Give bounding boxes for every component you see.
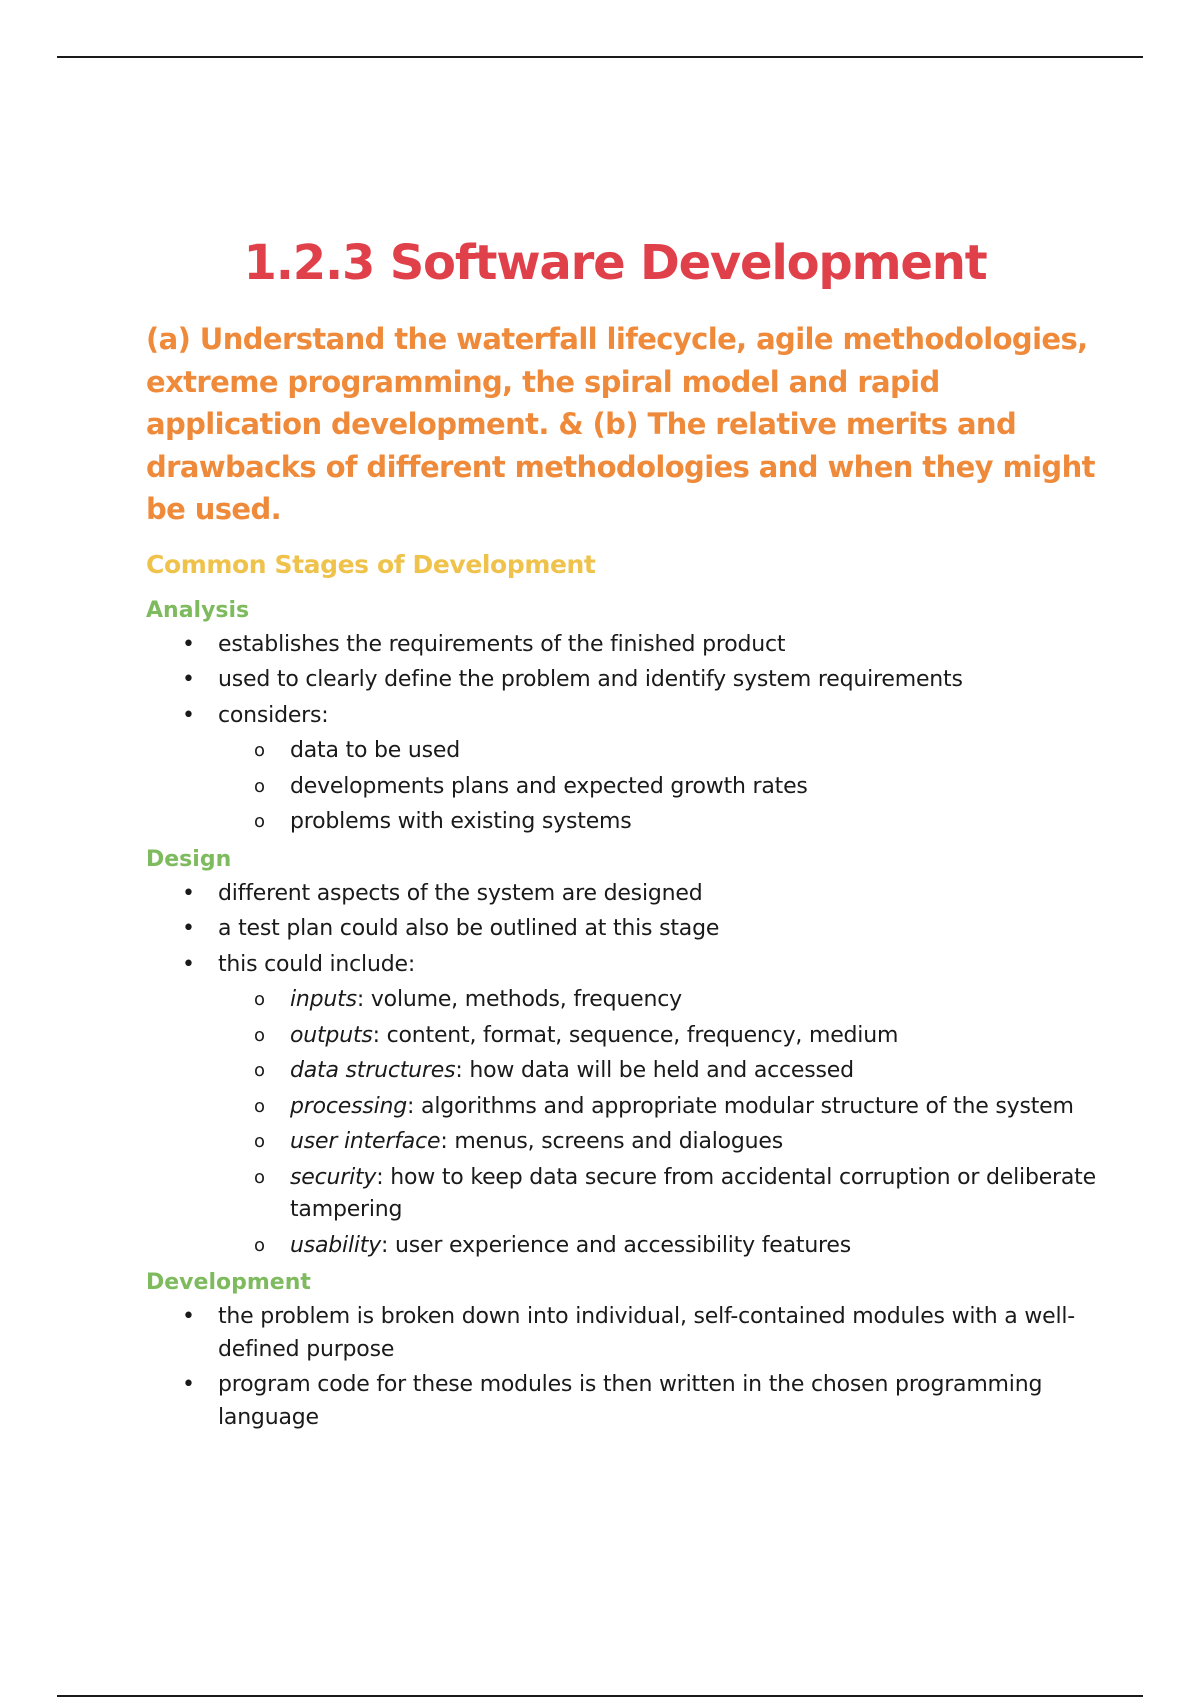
list-item: • program code for these modules is then written in the chosen programming language: [146, 1369, 1096, 1434]
design-list: [146, 878, 1096, 1263]
list-item: • used to clearly define the problem and identify system requirements: [146, 664, 1096, 697]
list-item: • establishes the requirements of the finished product: [146, 629, 1096, 662]
sublist-item: o processing: algorithms and appropriate modular structure of the system: [218, 1091, 1096, 1124]
sublist-item: o developments plans and expected growth rates: [218, 771, 1096, 804]
bullet-icon: •: [182, 880, 195, 906]
design-heading: Design: [146, 846, 232, 872]
circle-bullet-icon: o: [254, 1024, 265, 1046]
learning-objective: (a) Understand the waterfall lifecycle, agile methodologies, extreme programming, the spiral model and rapid application development. & (b) The relative merits and drawbacks of different methodologies and when they might be used.: [146, 322, 1095, 526]
design-sublist: [218, 984, 1096, 1262]
analysis-heading: Analysis: [146, 597, 250, 623]
list-item: • the problem is broken down into individual, self-contained modules with a well-defined purpose: [146, 1301, 1096, 1366]
section-heading: Common Stages of Development: [146, 549, 596, 579]
bullet-icon: •: [182, 951, 195, 977]
document-body: [146, 228, 1096, 1437]
circle-bullet-icon: o: [254, 1166, 265, 1188]
circle-bullet-icon: o: [254, 989, 265, 1010]
bullet-icon: •: [182, 702, 195, 728]
circle-bullet-icon: o: [254, 775, 265, 797]
circle-bullet-icon: o: [254, 1095, 265, 1117]
development-heading: Development: [146, 1270, 311, 1295]
sublist-item: o security: how to keep data secure from accidental corruption or deliberate tampering: [218, 1162, 1096, 1227]
sublist-item: o data structures: how data will be held and accessed: [218, 1055, 1096, 1088]
bullet-icon: •: [182, 916, 195, 941]
list-item: • this could include: o inputs: volume, methods, frequency o outputs: content, format, sequence, frequency, medium o data structures: how data will be held and accessed o processing: algorithms and appropriate modular structure of the system o user interface: menus, screens and dialogues o security: how to keep data secure from accidental corruption or deliberate tampering o usability: user experience and accessibility features: [146, 949, 1096, 1263]
sublist-item: o inputs: volume, methods, frequency: [218, 984, 1096, 1017]
page-bottom-rule: [57, 1695, 1143, 1697]
list-item: • considers: o data to be used o developments plans and expected growth rates o problems with existing systems: [146, 700, 1096, 839]
circle-bullet-icon: o: [254, 740, 265, 761]
sublist-item: o problems with existing systems: [218, 806, 1096, 839]
circle-bullet-icon: o: [254, 1234, 265, 1256]
circle-bullet-icon: o: [254, 811, 265, 832]
sublist-item: o usability: user experience and accessibility features: [218, 1230, 1096, 1263]
sublist-item: o outputs: content, format, sequence, frequency, medium: [218, 1020, 1096, 1053]
analysis-list: [146, 629, 1096, 839]
bullet-icon: •: [182, 1372, 195, 1397]
analysis-sublist: [218, 735, 1096, 839]
sublist-item: o user interface: menus, screens and dialogues: [218, 1126, 1096, 1159]
sublist-item: o data to be used: [218, 735, 1096, 768]
list-item: • a test plan could also be outlined at this stage: [146, 913, 1096, 946]
circle-bullet-icon: o: [254, 1060, 265, 1081]
development-list: [146, 1301, 1096, 1434]
bullet-icon: •: [182, 631, 195, 657]
document-title: 1.2.3 Software Development: [243, 235, 987, 291]
bullet-icon: •: [182, 667, 195, 692]
page-top-rule: [57, 56, 1143, 58]
circle-bullet-icon: o: [254, 1131, 265, 1152]
bullet-icon: •: [182, 1304, 195, 1329]
list-item: • different aspects of the system are designed: [146, 878, 1096, 911]
